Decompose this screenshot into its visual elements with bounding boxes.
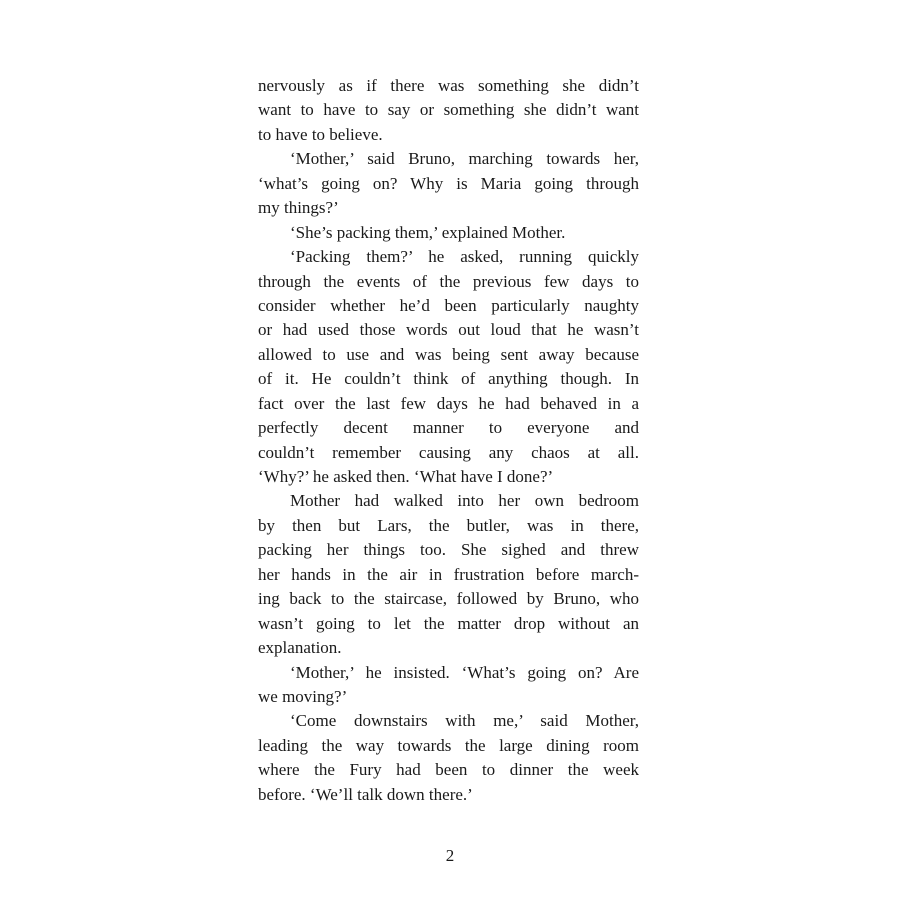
text-line: through the events of the previous few days to [258, 271, 639, 291]
text-line: explanation. [258, 638, 342, 658]
text-line: want to have to say or something she didn’t want [258, 100, 639, 120]
text-line: ‘She’s packing them,’ explained Mother. [290, 222, 566, 242]
text-line: packing her things too. She sighed and threw [258, 540, 639, 560]
text-line: leading the way towards the large dining room [258, 735, 639, 755]
text-line: ‘Mother,’ he insisted. ‘What’s going on? Are [290, 662, 639, 682]
body-text [258, 74, 639, 807]
text-line: by then but Lars, the butler, was in there, [258, 515, 639, 535]
text-line: consider whether he’d been particularly naughty [258, 295, 639, 315]
text-line: ing back to the staircase, followed by Bruno, who [258, 589, 639, 609]
text-line: Mother had walked into her own bedroom [290, 491, 639, 511]
text-line: perfectly decent manner to everyone and [258, 418, 639, 438]
text-line: ‘what’s going on? Why is Maria going through [258, 173, 639, 193]
text-line: couldn’t remember causing any chaos at all. [258, 442, 639, 462]
text-line: her hands in the air in frustration before march- [258, 564, 639, 584]
text-line: allowed to use and was being sent away because [258, 344, 639, 364]
text-line: ‘Mother,’ said Bruno, marching towards her, [290, 149, 639, 169]
text-line: my things?’ [258, 198, 339, 218]
text-line: ‘Packing them?’ he asked, running quickly [290, 247, 639, 267]
text-line: ‘Come downstairs with me,’ said Mother, [290, 711, 639, 731]
text-line: where the Fury had been to dinner the week [258, 760, 639, 780]
text-line: or had used those words out loud that he wasn’t [258, 320, 639, 340]
text-line: of it. He couldn’t think of anything though. In [258, 369, 639, 389]
text-line: before. ‘We’ll talk down there.’ [258, 784, 473, 804]
text-line: fact over the last few days he had behaved in a [258, 393, 639, 413]
text-line: nervously as if there was something she didn’t [258, 76, 639, 95]
text-line: we moving?’ [258, 686, 348, 706]
page-number: 2 [445, 846, 455, 865]
text-line: ‘Why?’ he asked then. ‘What have I done?’ [258, 467, 554, 486]
text-line: to have to believe. [258, 124, 383, 144]
text-line: wasn’t going to let the matter drop without an [258, 613, 639, 633]
